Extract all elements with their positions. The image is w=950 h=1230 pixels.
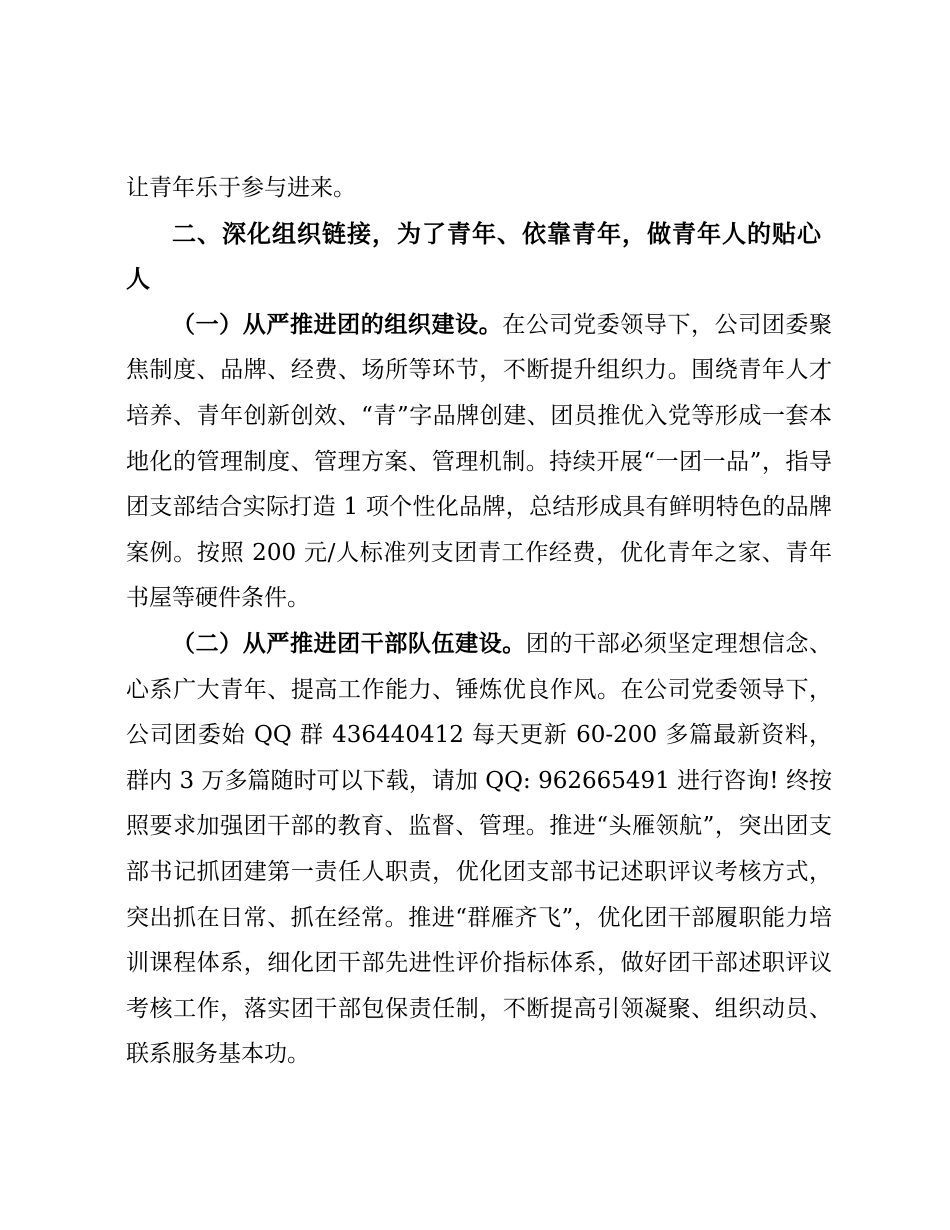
intro-tail-text: 让青年乐于参与进来。 (126, 175, 356, 201)
document-body (126, 166, 832, 1078)
section-heading: 二、深化组织链接，为了青年、依靠青年，做青年人的贴心人 (126, 219, 822, 294)
paragraph-cadre-building (126, 622, 832, 1078)
paragraph-body: 在公司党委领导下，公司团委聚焦制度、品牌、经费、场所等环节，不断提升组织力。围绕青年人才培养、青年创新创效、“青”字品牌创建、团员推优入党等形成一套本地化的管理制度、管理方案、管理机制。持续开展“一团一品”，指导团支部结合实际打造 1 项个性化品牌，总结形成具有鲜明特色的品牌案例。按照 200 元/人标准列支团青工作经费，优化青年之家、青年书屋等硬件条件。 (126, 311, 833, 612)
paragraph-lead: （二）从严推进团干部队伍建设。 (172, 630, 526, 657)
paragraph-org-building (126, 303, 832, 622)
paragraph-body: 团的干部必须坚定理想信念、心系广大青年、提高工作能力、锤炼优良作风。在公司党委领导下，公司团委始 QQ 群 436440412 每天更新 60-200 多篇最新资料，群内 3 万多篇随时可以下载，请加 QQ: 962665491 进行咨询! 终按照要求加强团干部的教育、监督、管理。推进“头雁领航”，突出团支部书记抓团建第一责任人职责，优化团支部书记述职评议考核方式，突出抓在日常、抓在经常。推进“群雁齐飞”，优化团干部履职能力培训课程体系，细化团干部先进性评价指标体系，做好团干部述职评议考核工作，落实团干部包保责任制，不断提高引领凝聚、组织动员、联系服务基本功。 (126, 630, 833, 1068)
paragraph-lead: （一）从严推进团的组织建设。 (172, 311, 503, 338)
